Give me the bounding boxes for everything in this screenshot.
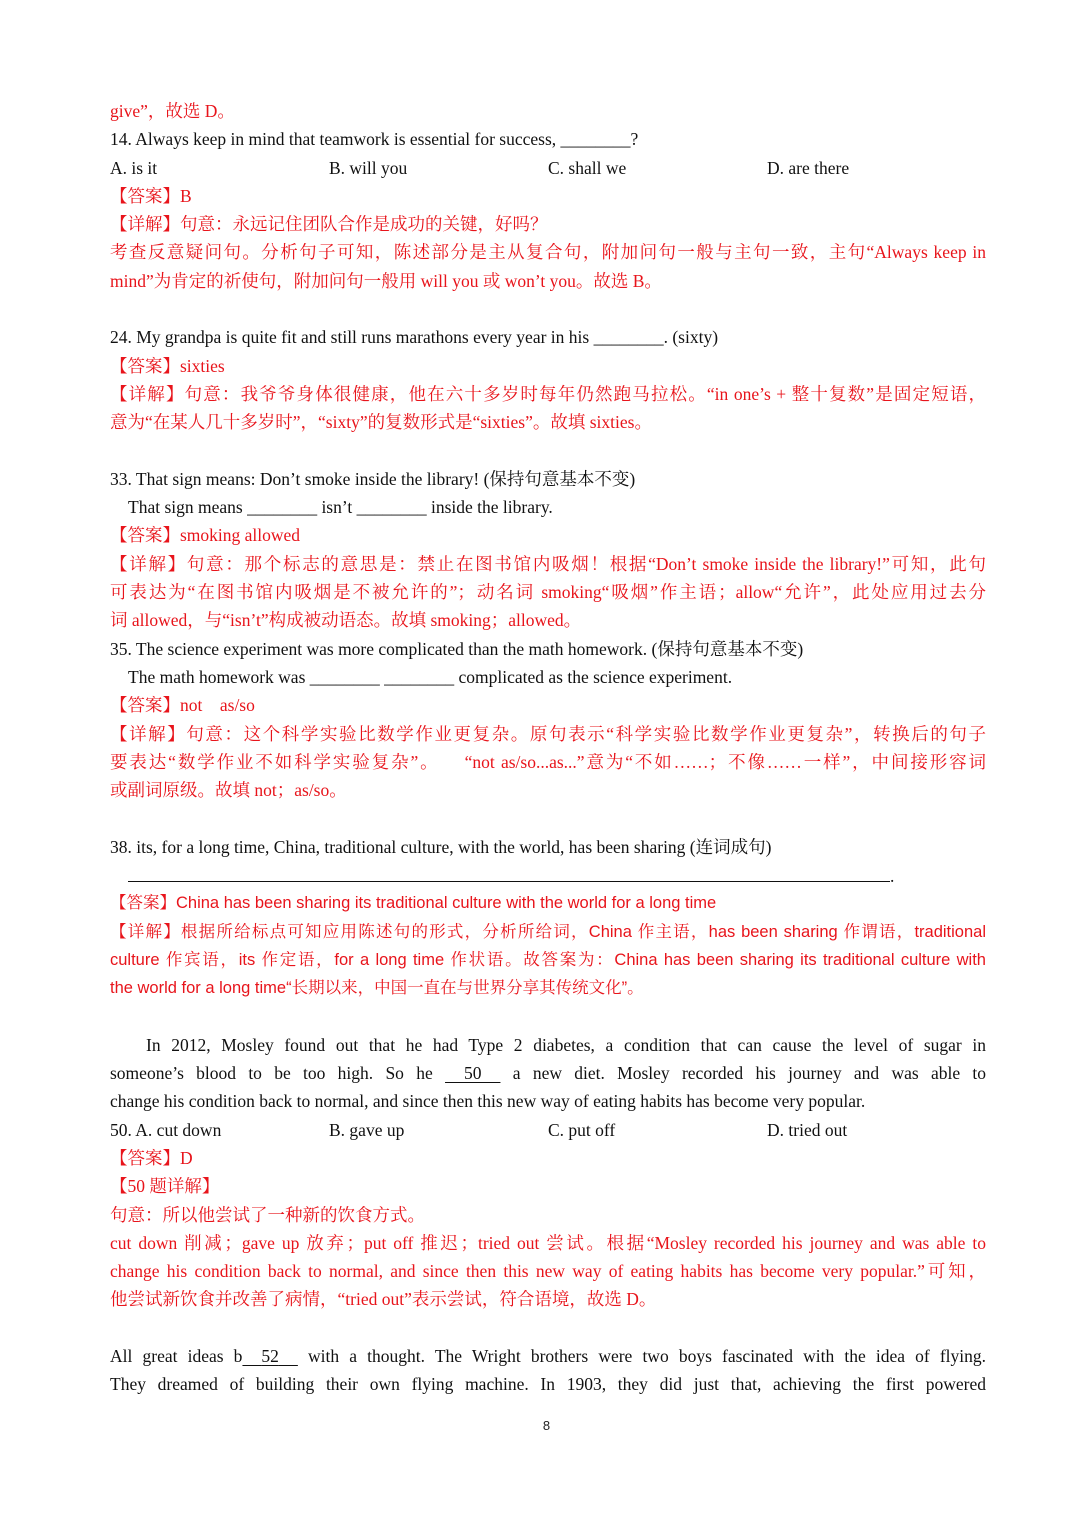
q33-detail-line-2: 可表达为“在图书馆内吸烟是不被允许的”；动名词 smoking“吸烟”作主语；allow“允许”，此处应用过去分 <box>110 582 986 603</box>
q35-answer: 【答案】not as/so <box>110 695 255 716</box>
q13-explanation-tail: give”，故选 D。 <box>110 101 235 121</box>
q35-rewrite: The math homework was ________ ________ complicated as the science experiment. <box>128 666 733 687</box>
q50-detail-line-1: 句意：所以他尝试了一种新的饮食方式。 <box>110 1204 425 1225</box>
q35-stem: 35. The science experiment was more complicated than the math homework. (保持句意基本不变) <box>110 638 804 659</box>
q14-stem: 14. Always keep in mind that teamwork is essential for success, ________? <box>110 129 639 150</box>
q14-option-b: B. will you <box>329 157 408 178</box>
q50-option-c: C. put off <box>548 1119 616 1140</box>
spacer <box>110 1003 986 1031</box>
passage-52-line-1 <box>110 1342 986 1370</box>
q33-detail-line-1: 【详解】句意：那个标志的意思是：禁止在图书馆内吸烟！根据“Don’t smoke inside the library!”可知，此句 <box>110 553 986 574</box>
spacer <box>110 804 986 832</box>
passage-50-line-3: change his condition back to normal, and since then this new way of eating habits has become very popular. <box>110 1091 866 1112</box>
q14-option-d: D. are there <box>767 157 850 178</box>
q35-detail-line-1: 【详解】句意：这个科学实验比数学作业更复杂。原句表示“科学实验比数学作业更复杂”，转换后的句子 <box>110 723 986 744</box>
blank-50 <box>445 1063 500 1083</box>
passage-52-line-2: They dreamed of building their own flying machine. In 1903, they did just that, achieving the first powered <box>110 1374 986 1395</box>
q14-options <box>110 154 986 182</box>
q14-detail-line-1: 【详解】句意：永远记住团队合作是成功的关键，好吗？ <box>110 214 548 235</box>
q38-answer-rule <box>128 861 890 882</box>
blank-52-number: 52 <box>261 1346 279 1367</box>
passage-50-line-2-post: a new diet. Mosley recorded his journey and was able to <box>512 1063 986 1084</box>
q50-option-a: 50. A. cut down <box>110 1119 222 1140</box>
q50-options <box>110 1116 986 1144</box>
q38-detail-line-3: the world for a long time“长期以来，中国一直在与世界分享其传统文化”。 <box>110 979 644 998</box>
q14-answer: 【答案】B <box>110 185 192 206</box>
q50-detail-line-2: cut down 削减；gave up 放弃；put off 推迟；tried out 尝试。根据“Mosley recorded his journey and was able to <box>110 1232 986 1253</box>
q50-detail-line-4: 他尝试新饮食并改善了病情，“tried out”表示尝试，符合语境，故选 D。 <box>110 1289 657 1310</box>
q14-detail-line-3: mind”为肯定的祈使句，附加问句一般用 will you 或 won’t you。故选 B。 <box>110 270 662 291</box>
passage-50-line-2 <box>110 1059 986 1087</box>
q24-stem: 24. My grandpa is quite fit and still runs marathons every year in his ________. (sixty) <box>110 327 719 348</box>
document-page <box>110 97 986 1399</box>
q24-detail-line-2: 意为“在某人几十多岁时”，“sixty”的复数形式是“sixties”。故填 sixties。 <box>110 412 652 433</box>
q50-option-d: D. tried out <box>767 1119 848 1140</box>
passage-52-line-1-pre: All great ideas b <box>110 1346 243 1367</box>
q33-rewrite: That sign means ________ isn’t ________ inside the library. <box>128 497 553 518</box>
blank-52 <box>242 1346 297 1366</box>
passage-52-line-1-post: with a thought. The Wright brothers were two boys fascinated with the idea of flying. <box>308 1346 986 1367</box>
spacer <box>110 295 986 323</box>
q14-option-c: C. shall we <box>548 157 627 178</box>
q38-stem: 38. its, for a long time, China, traditional culture, with the world, has been sharing (连词成句) <box>110 836 772 857</box>
q50-option-b: B. gave up <box>329 1119 405 1140</box>
blank-50-number: 50 <box>464 1063 482 1084</box>
q38-answer: 【答案】China has been sharing its traditional culture with the world for a long time <box>110 894 717 913</box>
q35-detail-line-2: 要表达“数学作业不如科学实验复杂”。 “not as/so...as...”意为“不如……；不像……一样”，中间接形容词 <box>110 751 986 772</box>
q38-answer-line <box>110 861 986 889</box>
passage-50-line-2-pre: someone’s blood to be too high. So he <box>110 1063 433 1084</box>
q50-detail-line-3: change his condition back to normal, and since then this new way of eating habits has become very popular.”可知， <box>110 1261 986 1282</box>
q24-detail-line-1: 【详解】句意：我爷爷身体很健康，他在六十多岁时每年仍然跑马拉松。“in one’s + 整十复数”是固定短语， <box>110 383 986 404</box>
q50-detail-title: 【50 题详解】 <box>110 1176 220 1197</box>
q33-answer: 【答案】smoking allowed <box>110 525 301 546</box>
q38-rule-end: . <box>890 866 895 887</box>
q33-detail-line-3: 词 allowed，与“isn’t”构成被动语态。故填 smoking；allowed。 <box>110 610 582 631</box>
q24-answer: 【答案】sixties <box>110 355 225 376</box>
page-number: 8 <box>542 1418 551 1433</box>
spacer <box>110 437 986 465</box>
q35-detail-line-3: 或副词原级。故填 not；as/so。 <box>110 780 347 801</box>
q14-detail-line-2: 考查反意疑问句。分析句子可知，陈述部分是主从复合句，附加问句一般与主句一致，主句“Always keep in <box>110 242 986 263</box>
passage-50-line-1: In 2012, Mosley found out that he had Type 2 diabetes, a condition that can cause the level of sugar in <box>146 1034 986 1055</box>
spacer <box>110 1314 986 1342</box>
q50-answer: 【答案】D <box>110 1147 193 1168</box>
q38-detail-line-1: 【详解】根据所给标点可知应用陈述句的形式，分析所给词，China 作主语，has been sharing 作谓语，traditional <box>110 922 986 941</box>
q14-option-a: A. is it <box>110 157 158 178</box>
q33-stem: 33. That sign means: Don’t smoke inside the library! (保持句意基本不变) <box>110 468 636 489</box>
q38-detail-line-2: culture 作宾语，its 作定语，for a long time 作状语。故答案为：China has been sharing its traditional culture with <box>110 950 986 969</box>
